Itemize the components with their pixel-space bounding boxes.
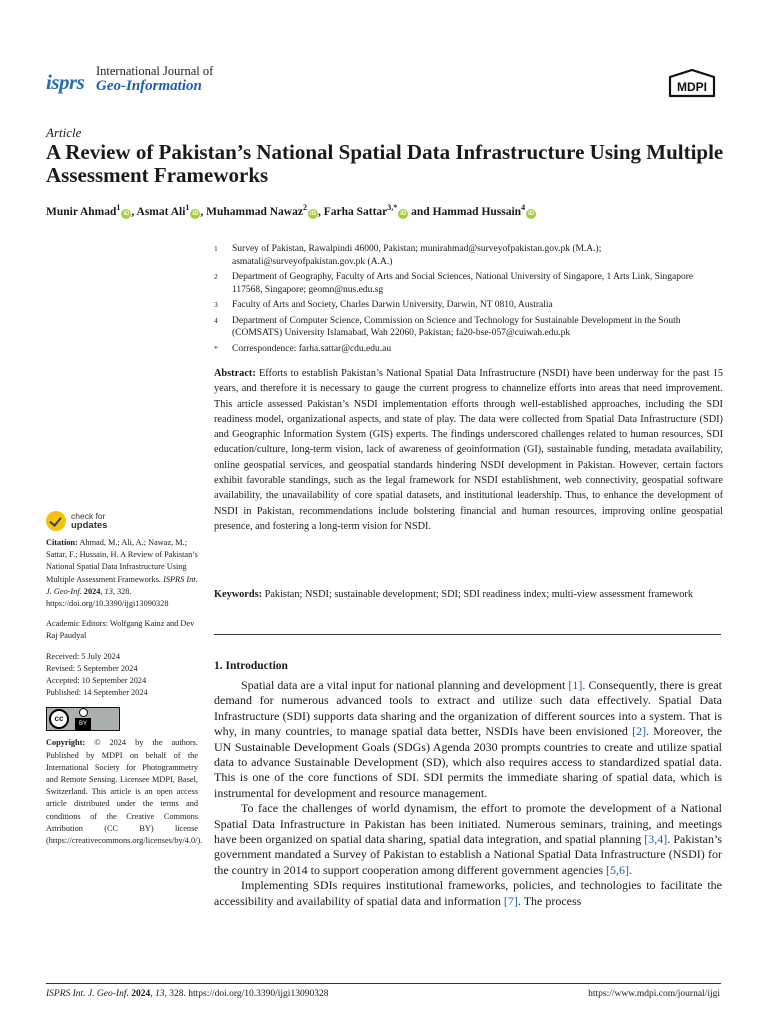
copyright	[46, 737, 203, 847]
footer-divider	[46, 983, 721, 984]
copyright-text: © 2024 by the authors. Published by MDPI on behalf of the International Society for Photogrammetry and Remote Sensing. Licensee MDPI, Basel, Switzerland. This article is an open access article distributed under the terms and conditions of the Creative Commons Attribution (CC BY) license (https://creativecommons.org/licenses/by/4.0/).	[46, 738, 203, 846]
author-name[interactable]: Munir Ahmad	[46, 205, 117, 218]
orcid-icon[interactable]: iD	[309, 210, 316, 217]
affiliation-text: Department of Computer Science, Commission on Science and Technology for Sustainable Development in the South (COMSATS) University Islamabad, Wah 22060, Pakistan; fa20-bse-057@cuiwah.edu.pk	[232, 315, 681, 338]
journal-logo: isprs	[46, 70, 85, 94]
affiliation-item	[214, 271, 724, 296]
citation-link[interactable]: [2]	[632, 724, 647, 739]
abstract	[214, 366, 723, 534]
check-updates-line2: updates	[71, 520, 108, 531]
citation-link[interactable]: [3,4]	[644, 832, 668, 847]
introduction-body	[214, 678, 722, 909]
author-name[interactable]: Muhammad Nawaz	[206, 205, 303, 218]
citation-volume: 13	[104, 586, 113, 596]
keywords-label: Keywords:	[214, 589, 263, 600]
affiliation-item	[214, 299, 724, 312]
author-name[interactable]: Hammad Hussain	[432, 205, 522, 218]
academic-editors: Academic Editors: Wolfgang Kainz and Dev Raj Paudyal	[46, 619, 195, 641]
affiliation-number: 1	[214, 244, 218, 253]
mdpi-logo-text: MDPI	[677, 80, 707, 94]
section-heading-introduction: 1. Introduction	[214, 660, 288, 672]
date-received: Received: 5 July 2024	[46, 651, 120, 661]
footer-volume: 13	[154, 989, 165, 999]
footer-journal-url[interactable]: https://www.mdpi.com/journal/ijgi	[588, 989, 720, 999]
citation-label: Citation:	[46, 538, 78, 547]
affiliation-number: 2	[214, 272, 218, 281]
sidebar	[46, 537, 203, 855]
citation-doi[interactable]: , 328. https://doi.org/10.3390/ijgi13090328	[46, 586, 169, 609]
check-for-updates-badge[interactable]	[46, 511, 107, 531]
article-title: A Review of Pakistan’s National Spatial Data Infrastructure Using Multiple Assessment Frameworks	[46, 140, 724, 187]
affiliation-item	[214, 343, 724, 356]
attribution-person-icon	[79, 708, 88, 717]
citation-text: Ahmad, M.; Ali, A.; Nawaz, M.; Sattar, F.; Hussain, H. A Review of Pakistan’s National Spatial Data Infrastructure Using Multiple Assessment Frameworks.	[46, 538, 198, 584]
orcid-icon[interactable]: iD	[123, 210, 130, 217]
keywords-text: Pakistan; NSDI; sustainable development; SDI; SDI readiness index; multi-view assessment framework	[264, 589, 694, 600]
date-accepted: Accepted: 10 September 2024	[46, 676, 147, 686]
journal-title-line1: International Journal of	[96, 64, 214, 78]
footer-citation: ISPRS Int. J. Geo-Inf. 2024, 13, 328. https://doi.org/10.3390/ijgi13090328	[46, 989, 329, 999]
check-updates-icon	[46, 511, 66, 531]
author-list	[46, 203, 536, 219]
mdpi-logo	[664, 69, 720, 99]
orcid-icon[interactable]: iD	[528, 210, 535, 217]
affiliation-text: Survey of Pakistan, Rawalpindi 46000, Pakistan; munirahmad@surveyofpakistan.gov.pk (M.A.); asmatali@surveyofpakistan.gov.pk (A.A.)	[232, 244, 602, 267]
check-updates-line1: check for	[71, 511, 106, 521]
intro-paragraph-1: Spatial data are a vital input for national planning and development [1]. Consequently, there is great demand for numerous advanced tools to extract and utilize such data effectively. Spatial Data Infrastructure (SDI) supports data sharing and the organization of different sources into a system. That is why, in many countries, to manage spatial data better, NSDIs have been envisioned [2]. Moreover, the UN Sustainable Development Goals (SDGs) Agenda 2030 prompts countries to create and utilize spatial data to advance Sustainable Development (SD), which also requires access to standardized spatial data. This is one of the core functions of SDI. SDI permits the immediate sharing of spatial data, which is instrumental for development and resource management.	[214, 678, 722, 800]
date-published: Published: 14 September 2024	[46, 688, 148, 698]
affiliation-text: Faculty of Arts and Society, Charles Darwin University, Darwin, NT 0810, Australia	[232, 300, 553, 310]
author-separator: and	[408, 205, 433, 218]
intro-paragraph-2: To face the challenges of world dynamism, the effort to promote the development of a National Spatial Data Infrastructure in Pakistan has been initiated. Numerous seminars, training, and meetings have been organized on spatial data sharing, spatial data integration, and spatial planning [3,4]. Pakistan’s government mandated a Survey of Pakistan to establish a National Spatial Data Infrastructure (NSDI) for the country in 2014 to support cooperation among different government agencies [5,6].	[214, 801, 722, 877]
affiliation-text: Department of Geography, Faculty of Arts and Social Sciences, National University of Singapore, 1 Arts Link, Singapore 117568, Singapore; geomn@nus.edu.sg	[232, 272, 694, 295]
footer-journal: ISPRS Int. J. Geo-Inf.	[46, 989, 129, 999]
author-affiliation-sup: 4	[521, 203, 526, 212]
citation: Citation: Ahmad, M.; Ali, A.; Nawaz, M.; Sattar, F.; Hussain, H. A Review of Pakistan’s National Spatial Data Infrastructure Using Multiple Assessment Frameworks. ISPRS Int. J. Geo-Inf. 2024, 13, 328. https://doi.org/10.3390/ijgi13090328	[46, 538, 198, 609]
by-label: BY	[75, 718, 91, 730]
affiliation-number: *	[214, 343, 218, 353]
journal-title-line2: Geo-Information	[96, 78, 202, 94]
abstract-text: Efforts to establish Pakistan’s National Spatial Data Infrastructure (NSDI) have been underway for the past 15 years, and therefore it is necessary to gauge the current progress to channelize efforts into areas that need improvement. This article assessed Pakistan’s NSDI implementation efforts through well-established approaches, including the SDI readiness model, organizational aspects, and state of play. The data were collected from Spatial Data Infrastructure (SDI) and Geographic Information System (GIS) experts. The findings underscored challenges related to human resources, SDI education/culture, long-term vision, lack of awareness of geoinformation (GI), sustainable funding, metadata availability, online geospatial services, and geospatial standards hindering NSDI development in Pakistan. However, certain factors exhibit favorable standings, such as the legal framework for NSDI establishment, web connectivity, geospatial software availability, the unavailability of core spatial datasets, and institutional leadership. Thus, to enhance the development of NSDI in Pakistan, recommendations include bolstering financial and human resources, improving online geospatial presence, and fostering a long-term vision for NSDI.	[214, 368, 723, 532]
author-name[interactable]: Asmat Ali	[136, 205, 186, 218]
date-revised: Revised: 5 September 2024	[46, 663, 138, 673]
author-affiliation-sup: 3,*	[387, 203, 398, 212]
author-separator: ,	[317, 205, 324, 218]
author-affiliation-sup: 1	[185, 203, 190, 212]
orcid-icon[interactable]: iD	[192, 210, 199, 217]
journal-title	[96, 64, 213, 94]
affiliation-text: Correspondence: farha.sattar@cdu.edu.au	[232, 343, 392, 354]
abstract-label: Abstract:	[214, 368, 256, 379]
cc-icon: cc	[49, 709, 69, 729]
orcid-icon[interactable]: iD	[400, 210, 407, 217]
affiliation-item	[214, 315, 724, 340]
author-affiliation-sup: 2	[302, 203, 307, 212]
author-separator: ,	[200, 205, 207, 218]
citation-journal: ISPRS Int. J. Geo-Inf.	[46, 574, 198, 596]
affiliation-number: 3	[214, 300, 218, 309]
footer-year: 2024	[131, 989, 151, 999]
citation-year: 2024	[83, 586, 101, 596]
copyright-label: Copyright:	[46, 738, 86, 748]
affiliation-number: 4	[214, 315, 218, 325]
article-type: Article	[46, 125, 82, 140]
author-affiliation-sup: 1	[116, 203, 121, 212]
affiliation-item	[214, 243, 724, 268]
section-divider	[214, 634, 721, 635]
footer-doi[interactable]: , 328. https://doi.org/10.3390/ijgi13090328	[164, 989, 329, 999]
author-name[interactable]: Farha Sattar	[323, 205, 388, 218]
author-separator: ,	[131, 205, 137, 218]
keywords	[214, 587, 723, 602]
cc-by-license-badge[interactable]	[46, 707, 120, 731]
citation-link[interactable]: [1]	[568, 678, 583, 692]
affiliations	[214, 243, 724, 358]
citation-link[interactable]: [7]	[503, 893, 518, 908]
intro-paragraph-3: Implementing SDIs requires institutional frameworks, policies, and technologies to facilitate the accessibility and availability of spatial data and information [7]. The process	[214, 878, 722, 908]
citation-link[interactable]: [5,6]	[606, 862, 630, 877]
